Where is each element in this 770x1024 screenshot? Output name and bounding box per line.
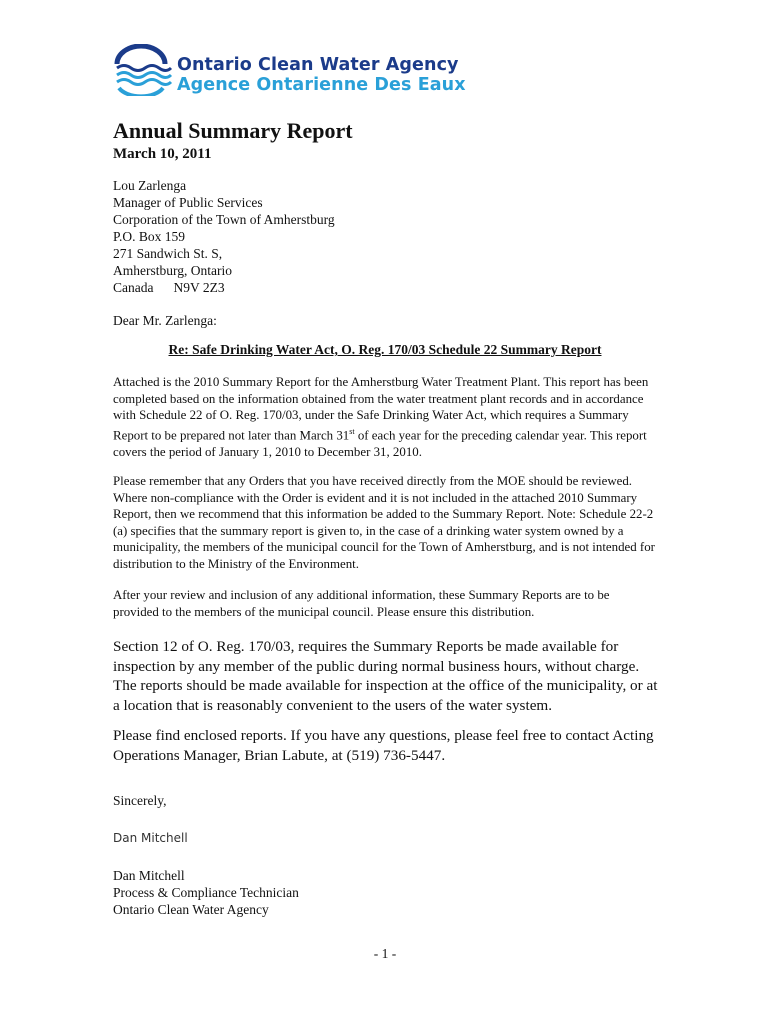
page-number: - 1 -	[373, 946, 397, 961]
recipient-name: Lou Zarlenga	[113, 178, 187, 193]
paragraph-4: Section 12 of O. Reg. 170/03, requires the Summary Reports be made available for inspection by any member of the public during normal business hours, without charge. The reports should be made available for inspection at the office of the municipality, or at a location that is reasonably convenient to the users of the water system.	[113, 638, 658, 714]
signature: Dan Mitchell	[113, 831, 188, 845]
recipient-city: Amherstburg, Ontario	[113, 263, 232, 278]
salutation: Dear Mr. Zarlenga:	[113, 313, 217, 328]
signer-name: Dan Mitchell	[113, 868, 185, 883]
paragraph-5: Please find enclosed reports. If you have any questions, please feel free to contact Acting Operations Manager, Brian Labute, at (519) 736-5447.	[113, 727, 654, 764]
paragraph-3: After your review and inclusion of any additional information, these Summary Reports are to be provided to the members of the municipal council. Please ensure this distribution.	[113, 588, 610, 619]
paragraph-1-text-b: of each year for the preceding calendar year. This report covers the period of January 1, 2010 to December 31, 2010.	[113, 428, 647, 459]
recipient-address	[113, 177, 335, 296]
signer-organization: Ontario Clean Water Agency	[113, 902, 269, 917]
org-name-french: Agence Ontarienne Des Eaux	[177, 75, 466, 95]
ocwa-logo	[113, 44, 466, 96]
closing: Sincerely,	[113, 793, 167, 808]
recipient-position: Manager of Public Services	[113, 195, 263, 210]
signer-title: Process & Compliance Technician	[113, 885, 299, 900]
report-date: March 10, 2011	[113, 146, 212, 162]
page-title: Annual Summary Report	[113, 118, 353, 143]
recipient-country-line	[113, 279, 335, 296]
recipient-street: 271 Sandwich St. S,	[113, 246, 223, 261]
paragraph-1-superscript: st	[349, 426, 355, 436]
ocwa-logo-icon	[113, 44, 173, 96]
paragraph-1-text-a: Attached is the 2010 Summary Report for the Amherstburg Water Treatment Plant. This report has been completed based on the information obtained from the water treatment plant records and in accordance with Schedule 22 of O. Reg. 170/03, under the Safe Drinking Water Act, which requires a Summary Report to be prepared not later than March 31	[113, 375, 649, 443]
recipient-organization: Corporation of the Town of Amherstburg	[113, 212, 335, 227]
recipient-postal-code: N9V 2Z3	[173, 280, 225, 295]
recipient-po-box: P.O. Box 159	[113, 229, 186, 244]
paragraph-1	[113, 374, 658, 460]
paragraph-2: Please remember that any Orders that you have received directly from the MOE should be reviewed. Where non-compliance with the Order is evident and it is not included in the attached 2010 Summary Report, then we recommend that this information be added to the Summary Report. Note: Schedule 22-2 (a) specifies that the summary report is given to, in the case of a drinking water system owned by a municipality, the members of the municipal council for the Town of Amherstburg, and is not intended for distribution to the Ministry of the Environment.	[113, 474, 655, 571]
signature-block	[113, 867, 299, 918]
recipient-country: Canada	[113, 280, 154, 295]
org-name-english: Ontario Clean Water Agency	[177, 55, 459, 75]
subject-line: Re: Safe Drinking Water Act, O. Reg. 170/03 Schedule 22 Summary Report	[168, 342, 602, 357]
